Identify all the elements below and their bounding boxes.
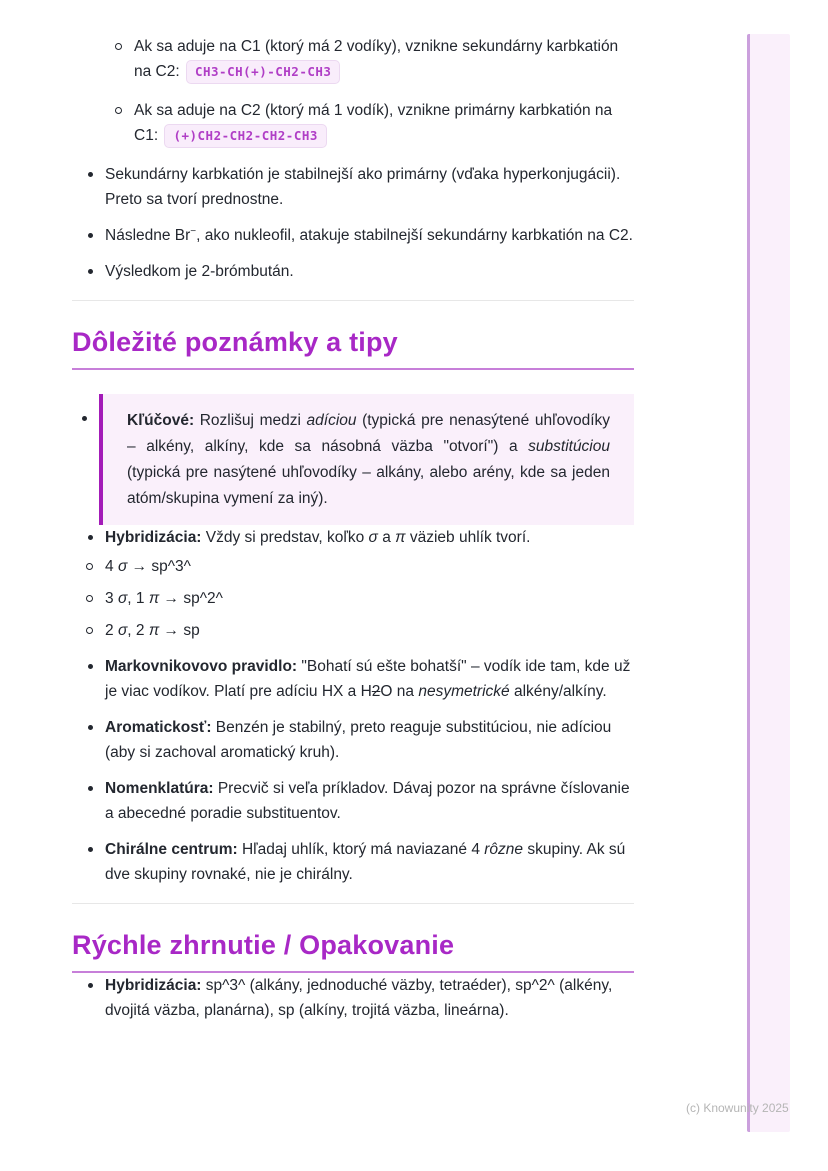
text-segment: O na — [380, 683, 419, 700]
list-item — [72, 259, 634, 284]
text-segment: 4 — [105, 558, 118, 575]
list-item — [72, 525, 634, 643]
text-segment: Rozlišuj medzi — [194, 412, 307, 429]
key-note-callout — [99, 394, 634, 525]
list-item-text — [105, 977, 612, 1019]
text-segment: Benzén je stabilný, preto reaguje substitúciou, nie adíciou (aby si zachoval aromatický kruh). — [105, 719, 612, 761]
text-segment: σ — [368, 529, 378, 546]
text-segment: (typická pre nenasýtené uhľovodíky – alkény, alkíny, kde sa násobná väzba "otvorí") a — [127, 412, 610, 455]
text-segment: Aromatickosť: — [105, 719, 212, 736]
text-segment: , 1 — [127, 590, 149, 607]
list-item — [35, 586, 634, 611]
bullet-icon — [88, 233, 93, 238]
list-item — [35, 554, 634, 579]
document-content — [72, 34, 634, 1034]
list-item-text — [105, 166, 620, 208]
text-segment: → sp^2^ — [159, 590, 223, 607]
bullet-icon — [88, 172, 93, 177]
text-segment: väzieb uhlík tvorí. — [405, 529, 531, 546]
list-item — [72, 223, 634, 248]
list-item-text — [105, 529, 530, 546]
circle-bullet-icon — [86, 563, 93, 570]
text-segment: Sekundárny karbkatión je stabilnejší ako primárny (vďaka hyperkonjugácii). Preto sa tvorí prednostne. — [105, 166, 621, 208]
bullet-icon — [82, 416, 87, 421]
section-title-notes: Dôležité poznámky a tipy — [72, 327, 634, 370]
list-item — [72, 162, 634, 212]
circle-bullet-icon — [115, 107, 122, 114]
bullet-icon — [88, 983, 93, 988]
bullet-icon — [88, 535, 93, 540]
text-segment: , ako nukleofil, atakuje stabilnejší sekundárny karbkatión na C2. — [196, 227, 633, 244]
text-segment: a — [377, 529, 396, 546]
text-segment: Markovnikovovo pravidlo: — [105, 658, 298, 675]
list-item-text — [105, 841, 625, 883]
inline-code-chip: (+)CH2-CH2-CH2-CH3 — [164, 124, 326, 147]
bullet-icon — [88, 269, 93, 274]
list-item — [72, 715, 634, 765]
text-segment: π — [395, 529, 406, 546]
circle-bullet-icon — [86, 627, 93, 634]
bullet-icon — [88, 664, 93, 669]
intro-sub-list — [72, 34, 634, 148]
list-item — [72, 776, 634, 826]
list-item-text — [105, 622, 200, 639]
section-title-summary: Rýchle zhrnutie / Opakovanie — [72, 930, 634, 973]
text-segment: Kľúčové: — [127, 412, 195, 429]
text-segment: Hybridizácia: — [105, 977, 202, 994]
text-segment: Precvič si veľa príkladov. Dávaj pozor na správne číslovanie a abecedné poradie substituentov. — [105, 780, 630, 822]
list-item — [72, 394, 634, 525]
list-item-text — [105, 719, 611, 761]
text-segment: Ak sa aduje na C1 (ktorý má 2 vodíky), vznikne sekundárny karbkatión na C2: — [134, 38, 619, 80]
text-segment: nesymetrické — [418, 683, 510, 700]
text-segment: rôzne — [484, 841, 524, 858]
list-item-text — [105, 558, 191, 575]
watermark: (c) Knowunity 2025 — [686, 1101, 789, 1115]
text-segment: π — [148, 622, 160, 639]
text-segment: "Bohatí sú ešte bohatší" – vodík ide tam, kde už je viac vodíkov. Platí pre adíciu HX a H — [105, 658, 631, 700]
callout-text — [127, 412, 610, 507]
text-segment: (typická pre nasýtené uhľovodíky – alkány, alebo arény, kde sa jeden atóm/skupina vymení za iný). — [127, 464, 610, 507]
divider — [72, 903, 634, 904]
list-item-text — [134, 38, 618, 80]
intro-list — [72, 162, 634, 284]
bullet-icon — [88, 786, 93, 791]
hybridization-sub-list — [105, 554, 634, 643]
notes-list — [72, 525, 634, 887]
text-segment: adíciou — [306, 412, 357, 429]
text-segment: , 2 — [127, 622, 149, 639]
list-item-text — [105, 263, 294, 280]
list-item-text — [105, 780, 630, 822]
page-edge-decoration — [747, 34, 790, 1132]
text-segment: substitúciou — [528, 438, 610, 455]
text-segment: 3 — [105, 590, 118, 607]
list-item-text — [134, 102, 612, 144]
list-item-text — [105, 227, 633, 244]
circle-bullet-icon — [86, 595, 93, 602]
summary-list — [72, 973, 634, 1023]
circle-bullet-icon — [115, 43, 122, 50]
list-item-text — [105, 590, 223, 607]
text-segment: σ — [117, 558, 128, 575]
text-segment: Vždy si predstav, koľko — [201, 529, 369, 546]
text-segment: Ak sa aduje na C2 (ktorý má 1 vodík), vznikne primárny karbkatión na C1: — [134, 102, 613, 144]
text-segment: σ — [117, 622, 128, 639]
list-item-text — [105, 658, 630, 700]
divider — [72, 300, 634, 301]
list-item — [72, 973, 634, 1023]
text-segment: alkény/alkíny. — [509, 683, 607, 700]
text-segment: sp^3^ (alkány, jednoduché väzby, tetraéder), sp^2^ (alkény, dvojitá väzba, planárna), sp (alkíny, trojitá väzba, lineárna). — [105, 977, 613, 1019]
text-segment: π — [148, 590, 160, 607]
text-segment: Následne Br — [105, 227, 191, 244]
list-item — [72, 98, 634, 148]
inline-code-chip: CH3-CH(+)-CH2-CH3 — [186, 60, 340, 83]
bullet-icon — [88, 725, 93, 730]
text-segment: → sp — [159, 622, 200, 639]
text-segment: Hľadaj uhlík, ktorý má naviazané 4 — [237, 841, 485, 858]
text-segment: Hybridizácia: — [105, 529, 202, 546]
text-segment: Výsledkom je 2-brómbután. — [105, 263, 294, 280]
text-segment: → sp^3^ — [127, 558, 191, 575]
text-segment: − — [190, 225, 197, 237]
list-item — [35, 618, 634, 643]
text-segment: Chirálne centrum: — [105, 841, 238, 858]
list-item — [72, 654, 634, 704]
text-segment: 2 — [371, 683, 381, 700]
list-item — [72, 837, 634, 887]
bullet-icon — [88, 847, 93, 852]
text-segment: σ — [117, 590, 128, 607]
list-item — [72, 34, 634, 84]
text-segment: Nomenklatúra: — [105, 780, 214, 797]
text-segment: skupiny. Ak sú dve skupiny rovnaké, nie je chirálny. — [105, 841, 626, 883]
text-segment: 2 — [105, 622, 118, 639]
